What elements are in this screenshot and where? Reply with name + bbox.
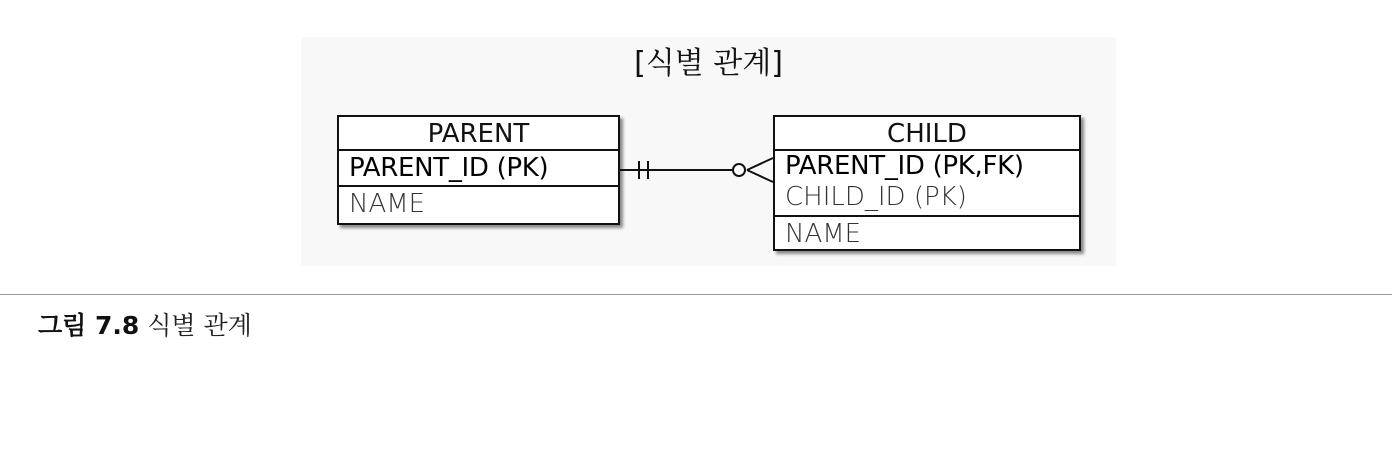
child-primary-key: CHILD_ID (PK) — [785, 182, 967, 212]
child-foreign-primary-key: PARENT_ID (PK,FK) — [785, 151, 1024, 181]
crow-foot-lower — [747, 170, 773, 182]
parent-primary-key: PARENT_ID (PK) — [349, 153, 549, 183]
diagram-title: [식별 관계] — [634, 46, 783, 81]
figure-caption-label: 그림 7.8 — [38, 311, 140, 340]
diagram-panel — [301, 37, 1116, 266]
child-name-attribute: NAME — [785, 219, 862, 249]
figure-caption-text: 식별 관계 — [147, 311, 252, 340]
zero-circle — [733, 164, 745, 176]
figure-caption — [38, 308, 252, 344]
child-entity-name: CHILD — [775, 117, 1079, 151]
relationship-connector — [301, 37, 1116, 266]
caption-divider — [0, 294, 1392, 295]
parent-name-attribute: NAME — [339, 185, 618, 219]
parent-entity-name: PARENT — [339, 117, 618, 151]
crow-foot-upper — [747, 158, 773, 170]
